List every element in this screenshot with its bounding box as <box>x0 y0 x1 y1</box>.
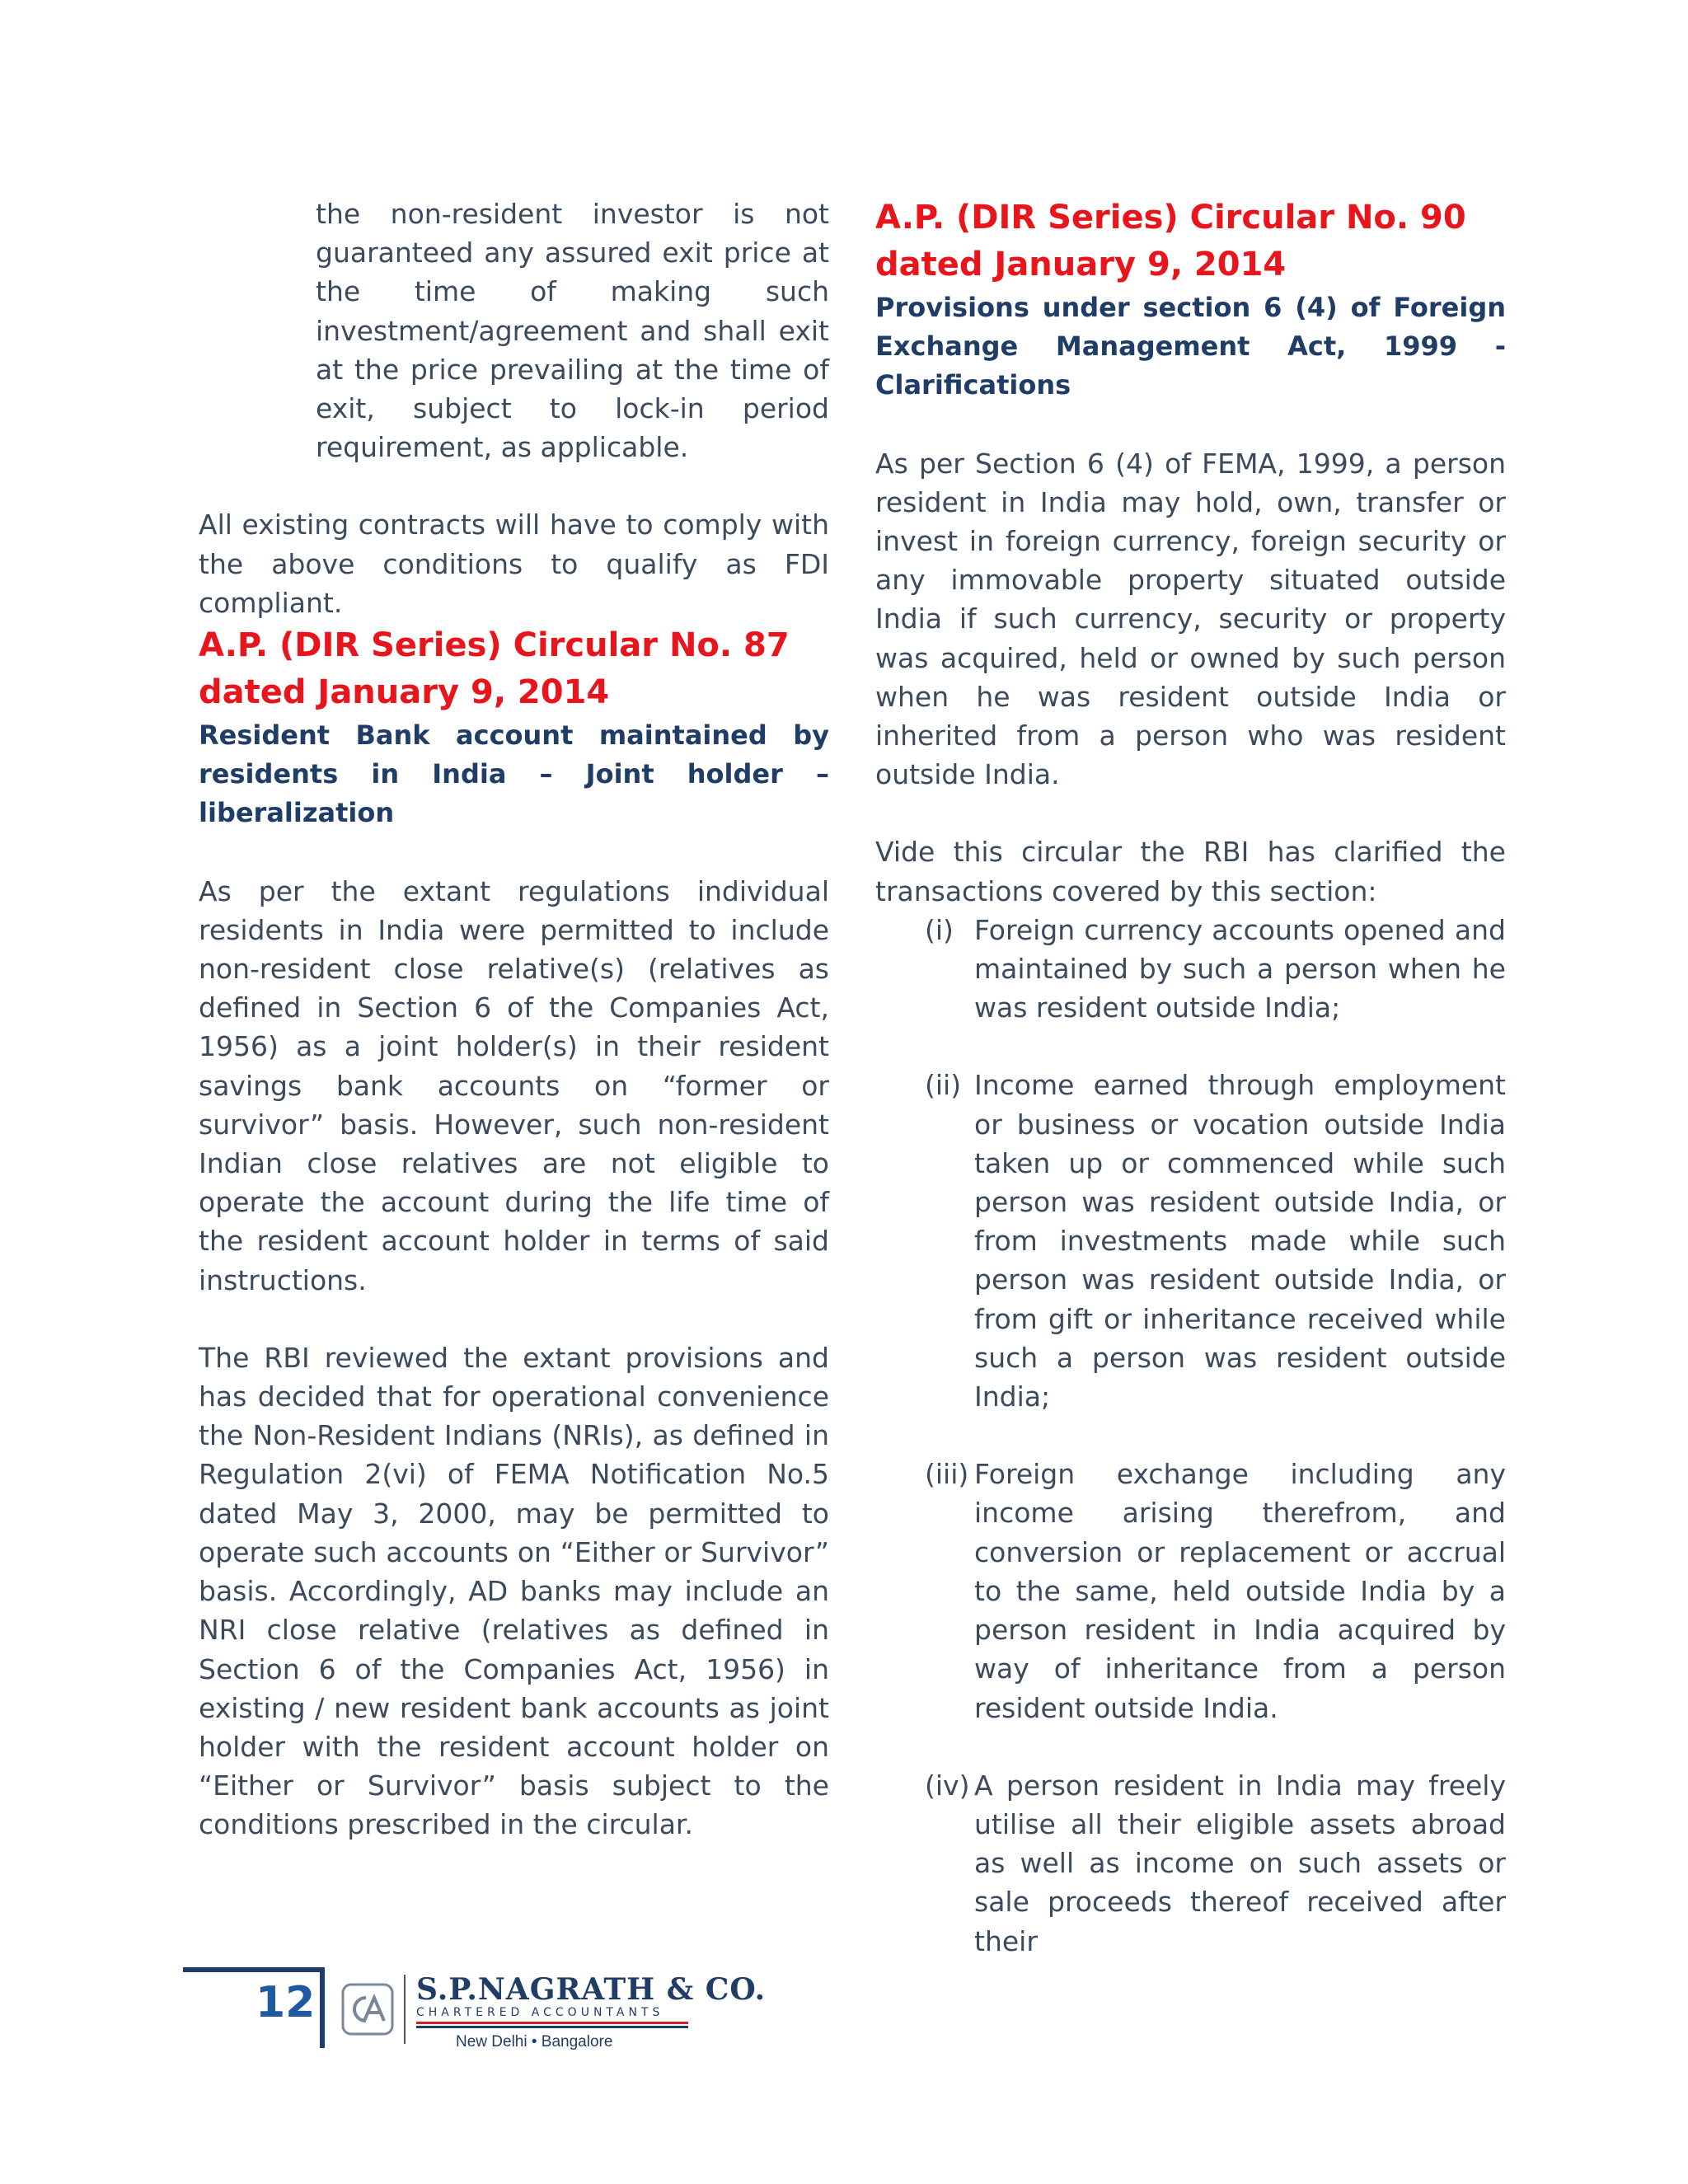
list-item-text: Foreign exchange including any income arising therefrom, and conversion or replacement or accrual to the same, held outside India by a person resident in India acquired by way of inheritance from a person resident outside India. <box>974 1458 1506 1724</box>
firm-rule-red <box>416 2022 688 2024</box>
list-item <box>875 1455 1506 1727</box>
list-item <box>875 1766 1506 1961</box>
list-item-number: (ii) <box>925 1069 962 1102</box>
list-item <box>875 911 1506 1028</box>
firm-subtitle: CHARTERED ACCOUNTANTS <box>416 2006 664 2019</box>
ca-logo-icon <box>341 1983 394 2036</box>
list-item <box>875 1066 1506 1416</box>
list-item-text: A person resident in India may freely utilise all their eligible assets abroad as well as income on such assets or sale proceeds thereof received after their <box>974 1769 1506 1957</box>
list-item-number: (iv) <box>925 1769 970 1802</box>
circular-87-paragraph-2: The RBI reviewed the extant provisions and has decided that for operational convenience the Non-Resident Indians (NRIs), as defined in Regulation 2(vi) of FEMA Notification No.5 dated May 3, 2000, may be permitted to operate such accounts on “Either or Survivor” basis. Accordingly, AD banks may include an NRI close relative (relatives as defined in Section 6 of the Companies Act, 1956) in existing / new resident bank accounts as joint holder with the resident account holder on “Either or Survivor” basis subject to the conditions prescribed in the circular. <box>199 1341 829 1841</box>
left-column <box>199 194 829 1844</box>
intro-indented-paragraph: the non-resident investor is not guaranteed any assured exit price at the time of making such investment/agreement and shall exit at the price prevailing at the time of exit, subject to lock-in period requirement, as applicable. <box>316 198 829 464</box>
circular-90-title: A.P. (DIR Series) Circular No. 90 dated January 9, 2014 <box>875 199 1466 284</box>
list-item-number: (iii) <box>925 1458 969 1491</box>
circular-87-paragraph-1: As per the extant regulations individual residents in India were permitted to include non-resident close relative(s) (relatives as defined in Section 6 of the Companies Act, 1956) as a joint holder(s) in their resident savings bank accounts on “former or survivor” basis. However, such non-resident Indian close relatives are not eligible to operate the account during the life time of the resident account holder in terms of said instructions. <box>199 874 829 1296</box>
right-column <box>875 194 1506 1961</box>
circular-87-subtitle: Resident Bank account maintained by residents in India – Joint holder – liberalization <box>199 719 829 829</box>
list-item-text: Income earned through employment or business or vocation outside India taken up or commenced while such person was resident outside India, or from investments made while such person was resident outside India, or from gift or inheritance received while such a person was resident outside India; <box>974 1069 1506 1413</box>
firm-logo <box>416 1972 767 2053</box>
circular-90-paragraph-1: As per Section 6 (4) of FEMA, 1999, a person resident in India may hold, own, transfer or invest in foreign currency, foreign security or any immovable property situated outside India if such currency, security or property was acquired, held or owned by such person when he was resident outside India or inherited from a person who was resident outside India. <box>875 447 1506 791</box>
circular-87-title: A.P. (DIR Series) Circular No. 87 dated January 9, 2014 <box>199 626 790 712</box>
list-item-text: Foreign currency accounts opened and maintained by such a person when he was resident outside India; <box>974 913 1506 1024</box>
logo-separator <box>404 1975 406 2044</box>
page-number: 12 <box>256 1978 316 2027</box>
existing-contracts-paragraph: All existing contracts will have to comply with the above conditions to qualify as FDI compliant. <box>199 509 829 619</box>
list-item-number: (i) <box>925 913 954 946</box>
circular-90-subtitle: Provisions under section 6 (4) of Foreign Exchange Management Act, 1999 - Clarifications <box>875 292 1506 401</box>
footer-rule <box>183 1967 325 1972</box>
circular-90-paragraph-2: Vide this circular the RBI has clarified the transactions covered by this section: <box>875 836 1506 907</box>
firm-name: S.P.NAGRATH & CO. <box>416 1972 767 2007</box>
firm-cities: New Delhi • Bangalore <box>456 2033 613 2050</box>
clarification-list <box>875 911 1506 1961</box>
footer-divider <box>320 1967 325 2048</box>
firm-rule-blue <box>416 2026 688 2028</box>
